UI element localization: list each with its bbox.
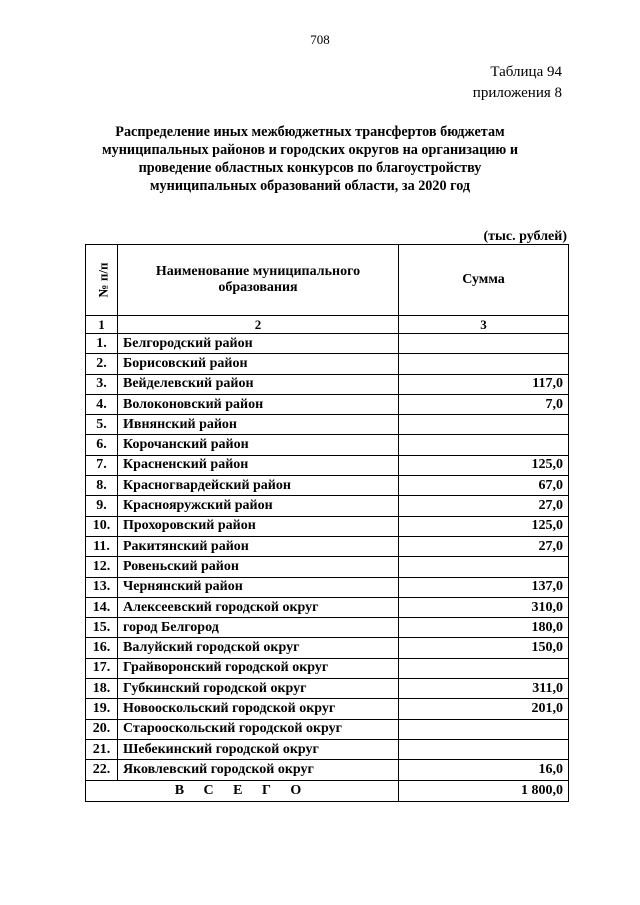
column-index: 3 [399,316,569,334]
row-name: Грайворонский городской округ [118,658,399,678]
row-sum [399,435,569,455]
table-row [86,476,569,496]
table-row [86,455,569,475]
row-number: 9. [86,496,118,516]
table-reference [473,62,562,104]
row-number: 10. [86,516,118,536]
table-row [86,334,569,354]
row-number: 21. [86,739,118,759]
row-sum: 310,0 [399,597,569,617]
row-number: 3. [86,374,118,394]
table-row [86,679,569,699]
table-row [86,354,569,374]
table-row [86,739,569,759]
row-name: Прохоровский район [118,516,399,536]
row-number: 14. [86,597,118,617]
row-sum: 137,0 [399,577,569,597]
row-number: 7. [86,455,118,475]
column-index: 2 [118,316,399,334]
table-row [86,699,569,719]
row-sum: 27,0 [399,496,569,516]
row-number: 22. [86,760,118,780]
row-name: Корочанский район [118,435,399,455]
table-row [86,760,569,780]
table-row [86,577,569,597]
row-name: Валуйский городской округ [118,638,399,658]
row-number: 13. [86,577,118,597]
page-number: 708 [310,32,330,47]
row-number: 12. [86,557,118,577]
table-row [86,557,569,577]
table-ref-line1: Таблица 94 [490,64,562,80]
row-name: Ивнянский район [118,415,399,435]
row-name: Красненский район [118,455,399,475]
row-sum: 67,0 [399,476,569,496]
row-number: 1. [86,334,118,354]
table-row [86,435,569,455]
row-name: Борисовский район [118,354,399,374]
row-sum: 7,0 [399,394,569,414]
table-row [86,516,569,536]
total-label: В С Е Г О [86,780,399,801]
row-sum [399,719,569,739]
row-name: Вейделевский район [118,374,399,394]
row-name: Шебекинский городской округ [118,739,399,759]
row-sum [399,415,569,435]
row-sum: 125,0 [399,516,569,536]
row-sum [399,658,569,678]
header-name: Наименование муниципального образования [118,245,399,316]
total-sum: 1 800,0 [399,780,569,801]
row-name: Старооскольский городской округ [118,719,399,739]
row-name: Белгородский район [118,334,399,354]
table-header-row [86,245,569,316]
row-sum: 117,0 [399,374,569,394]
row-name: Губкинский городской округ [118,679,399,699]
table-row [86,719,569,739]
table-row [86,496,569,516]
row-name: Краснояружский район [118,496,399,516]
row-number: 8. [86,476,118,496]
row-number: 2. [86,354,118,374]
row-sum [399,334,569,354]
total-row [86,780,569,801]
row-name: Чернянский район [118,577,399,597]
row-name: Ровеньский район [118,557,399,577]
row-name: город Белгород [118,618,399,638]
table-row [86,374,569,394]
row-name: Волоконовский район [118,394,399,414]
table-row [86,597,569,617]
row-number: 4. [86,394,118,414]
row-sum [399,354,569,374]
row-name: Красногвардейский район [118,476,399,496]
row-number: 19. [86,699,118,719]
row-sum: 180,0 [399,618,569,638]
row-number: 5. [86,415,118,435]
table-row [86,536,569,556]
row-number: 6. [86,435,118,455]
row-number: 16. [86,638,118,658]
table-row [86,638,569,658]
row-name: Ракитянский район [118,536,399,556]
header-num [86,245,118,316]
row-name: Новооскольский городской округ [118,699,399,719]
table-row [86,394,569,414]
row-number: 18. [86,679,118,699]
row-sum: 16,0 [399,760,569,780]
row-sum: 201,0 [399,699,569,719]
transfers-table [85,244,569,802]
table-row [86,415,569,435]
row-number: 11. [86,536,118,556]
row-number: 15. [86,618,118,638]
header-sum: Сумма [399,245,569,316]
row-name: Яковлевский городской округ [118,760,399,780]
units-label: (тыс. рублей) [483,229,567,244]
row-sum: 311,0 [399,679,569,699]
row-sum: 125,0 [399,455,569,475]
row-sum: 150,0 [399,638,569,658]
row-number: 20. [86,719,118,739]
row-sum: 27,0 [399,536,569,556]
row-number: 17. [86,658,118,678]
column-index: 1 [86,316,118,334]
row-name: Алексеевский городской округ [118,597,399,617]
table-ref-line2: приложения 8 [472,85,562,101]
row-sum [399,557,569,577]
column-index-row [86,316,569,334]
table-row [86,618,569,638]
document-title: Распределение иных межбюджетных трансфертов бюджетам муниципальных районов и городских округов на организацию и проведение областных конкурсов по благоустройству муниципальных образований области, за 2020 год [101,124,518,194]
row-sum [399,739,569,759]
table-row [86,658,569,678]
header-num-label: № п/п [95,262,111,297]
